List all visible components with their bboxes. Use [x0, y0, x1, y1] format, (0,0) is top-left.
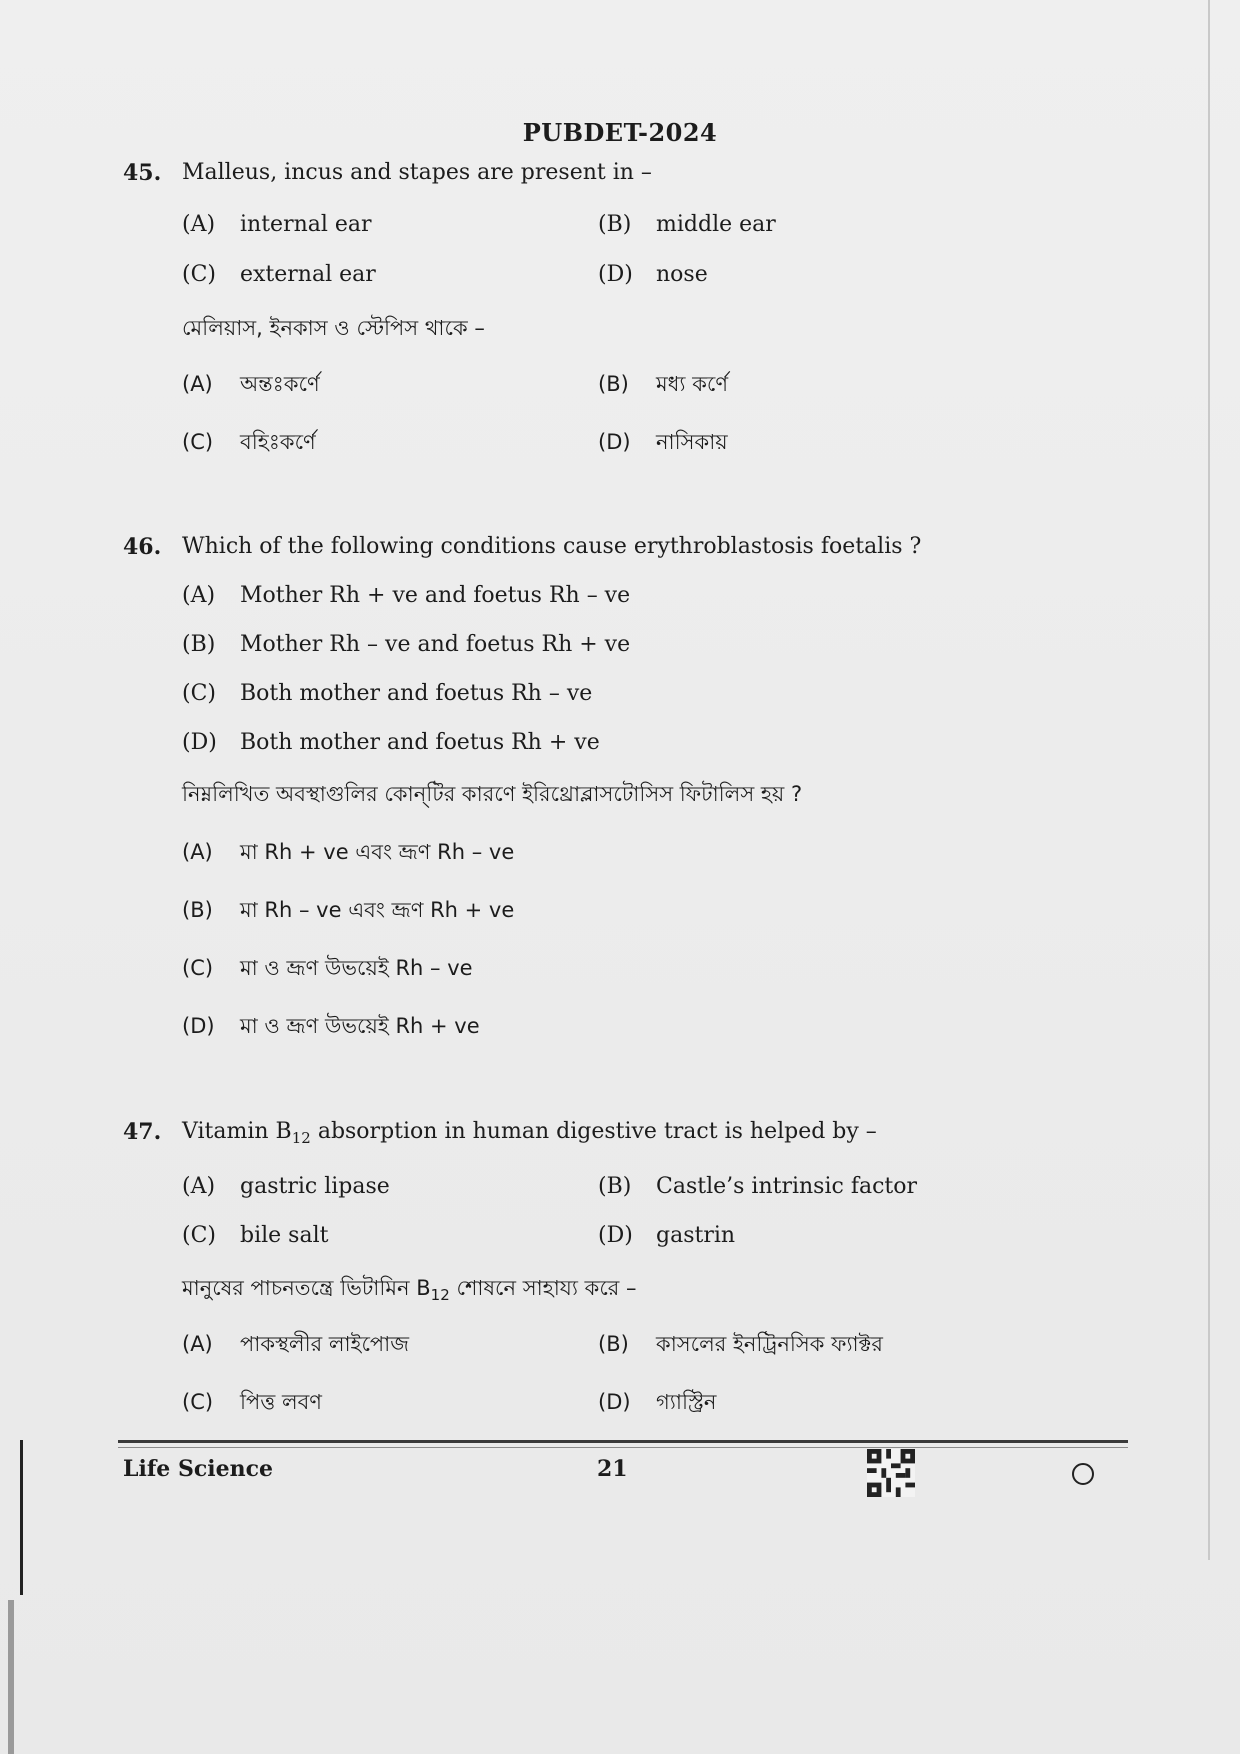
question-47-text-post: absorption in human digestive tract is helped by –: [310, 1119, 877, 1144]
option-label: (C): [182, 681, 216, 706]
option-text: পাকস্থলীর লাইপোজ: [240, 1332, 410, 1356]
option-text: gastric lipase: [240, 1174, 390, 1199]
q47-bn-option-a: [182, 1328, 409, 1363]
option-text: Both mother and foetus Rh + ve: [240, 730, 600, 755]
question-46-text: Which of the following conditions cause erythroblastosis foetalis ?: [182, 534, 922, 559]
option-label: (D): [598, 1390, 631, 1414]
option-label: (D): [598, 430, 631, 454]
q47-bn-option-d: [598, 1386, 716, 1421]
q45-bn-option-c: [182, 426, 316, 461]
page-fold-line: [1208, 0, 1210, 1560]
option-label: (B): [598, 372, 629, 396]
question-47-text: [182, 1119, 877, 1147]
question-47-subscript: 12: [291, 1129, 311, 1147]
option-label: (A): [182, 372, 213, 396]
footer-page-number: 21: [597, 1456, 628, 1482]
option-label: (C): [182, 1390, 214, 1414]
q47-bn-option-b: [598, 1328, 883, 1363]
option-text: middle ear: [656, 212, 776, 237]
q45-option-d: [598, 262, 708, 287]
question-47-bn-post: শোষনে সাহায্য করে –: [449, 1276, 637, 1300]
q45-option-c: [182, 262, 376, 287]
option-text: gastrin: [656, 1223, 736, 1248]
option-label: (C): [182, 430, 214, 454]
option-text: external ear: [240, 262, 376, 287]
q45-bn-option-a: [182, 368, 320, 403]
q47-option-d: [598, 1223, 735, 1248]
q47-option-b: [598, 1174, 917, 1199]
question-46-number: 46.: [123, 534, 162, 560]
scan-edge-mark: [20, 1440, 23, 1595]
option-label: (A): [182, 1332, 213, 1356]
option-text: বহিঃকর্ণে: [240, 430, 316, 454]
page-header-title: PUBDET-2024: [522, 118, 718, 147]
question-47-bengali-text: [182, 1272, 637, 1307]
option-text: Both mother and foetus Rh – ve: [240, 681, 593, 706]
q46-bn-option-c: [182, 952, 473, 987]
option-text: পিত্ত লবণ: [240, 1390, 322, 1414]
option-text: অন্তঃকর্ণে: [240, 372, 320, 396]
q45-bn-option-d: [598, 426, 728, 461]
option-label: (A): [182, 840, 213, 864]
question-45-number: 45.: [123, 160, 162, 186]
option-text: nose: [656, 262, 708, 287]
option-label: (B): [182, 632, 216, 657]
q45-option-b: [598, 212, 776, 237]
option-text: Castle’s intrinsic factor: [656, 1174, 918, 1199]
q47-bn-option-c: [182, 1386, 322, 1421]
q46-bn-option-a: [182, 836, 514, 871]
option-text: মা ও ভ্রূণ উভয়েই Rh – ve: [240, 956, 473, 980]
qr-code-icon: [866, 1449, 916, 1497]
q46-option-c: [182, 681, 592, 706]
option-label: (D): [182, 1014, 215, 1038]
q46-option-d: [182, 730, 600, 755]
question-45-bengali-text: মেলিয়াস, ইনকাস ও স্টেপিস থাকে –: [182, 316, 485, 340]
question-47-text-pre: Vitamin B: [182, 1119, 292, 1144]
question-47-number: 47.: [123, 1119, 162, 1145]
question-45-text: Malleus, incus and stapes are present in –: [182, 160, 652, 185]
option-label: (C): [182, 956, 214, 980]
option-text: internal ear: [240, 212, 372, 237]
scan-edge-shadow: [8, 1600, 14, 1754]
q47-option-c: [182, 1223, 328, 1248]
option-label: (D): [598, 1223, 633, 1248]
option-text: মা ও ভ্রূণ উভয়েই Rh + ve: [240, 1014, 480, 1038]
q46-bn-option-b: [182, 894, 514, 929]
footer-rule: [118, 1440, 1128, 1443]
option-label: (A): [182, 212, 216, 237]
question-47-bn-subscript: 12: [430, 1286, 450, 1304]
option-label: (D): [598, 262, 633, 287]
footer-rule-thin: [118, 1447, 1128, 1448]
option-text: মা Rh + ve এবং ভ্রূণ Rh – ve: [240, 840, 515, 864]
option-label: (B): [182, 898, 213, 922]
option-text: গ্যাস্ট্রিন: [656, 1390, 717, 1414]
footer-subject: Life Science: [123, 1456, 273, 1482]
option-text: নাসিকায়: [656, 430, 728, 454]
q46-option-b: [182, 632, 630, 657]
option-text: bile salt: [240, 1223, 329, 1248]
option-label: (B): [598, 212, 632, 237]
option-label: (A): [182, 583, 216, 608]
option-label: (C): [182, 1223, 216, 1248]
option-label: (B): [598, 1332, 629, 1356]
option-text: মধ্য কর্ণে: [656, 372, 729, 396]
q46-option-a: [182, 583, 630, 608]
q45-option-a: [182, 212, 372, 237]
option-label: (D): [182, 730, 217, 755]
q47-option-a: [182, 1174, 390, 1199]
question-47-bn-pre: মানুষের পাচনতন্ত্রে ভিটামিন B: [182, 1276, 431, 1300]
option-label: (B): [598, 1174, 632, 1199]
option-label: (C): [182, 262, 216, 287]
question-46-bengali-text: নিম্নলিখিত অবস্থাগুলির কোন্‌টির কারণে ইরিথ্রোব্লাসটোসিস ফিটালিস হয় ?: [182, 782, 803, 806]
q45-bn-option-b: [598, 368, 728, 403]
q46-bn-option-d: [182, 1010, 480, 1045]
option-label: (A): [182, 1174, 216, 1199]
option-text: Mother Rh + ve and foetus Rh – ve: [240, 583, 631, 608]
option-text: Mother Rh – ve and foetus Rh + ve: [240, 632, 631, 657]
circle-mark-icon: [1072, 1463, 1094, 1485]
option-text: কাসলের ইনট্রিনসিক ফ্যাক্টর: [656, 1332, 883, 1356]
option-text: মা Rh – ve এবং ভ্রূণ Rh + ve: [240, 898, 515, 922]
